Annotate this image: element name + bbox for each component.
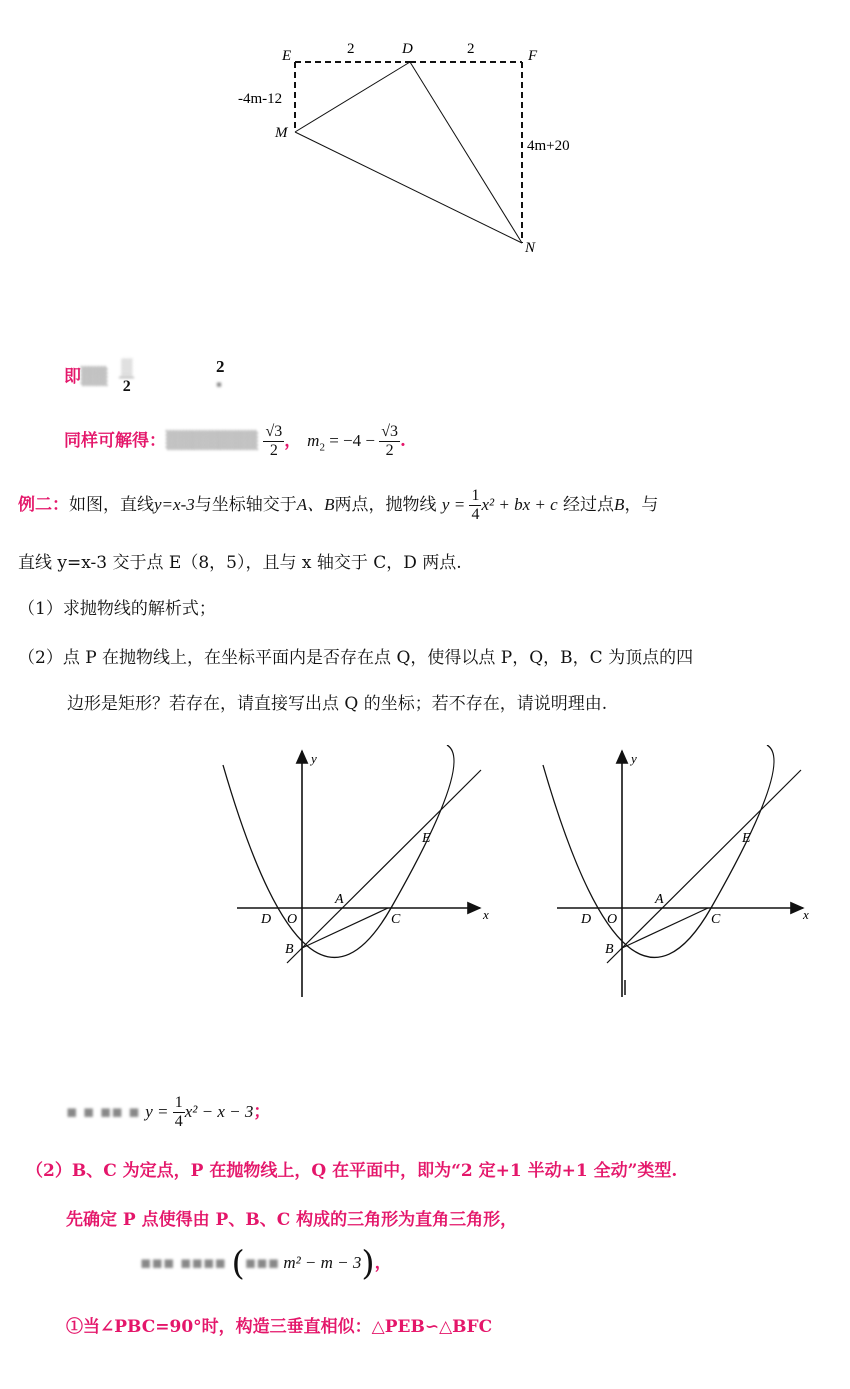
length-FN: 4m+20 xyxy=(527,138,570,154)
label-y: y xyxy=(311,751,317,766)
frac-num: 1 xyxy=(471,487,480,504)
m2-mid: = −4 − xyxy=(324,431,380,450)
label-D: D xyxy=(261,912,272,927)
example2-line1 xyxy=(18,488,658,523)
m2-den: 2 xyxy=(385,442,394,459)
line-eq: y=x-3 xyxy=(154,495,195,514)
text: 两点，抛物线 xyxy=(334,495,437,515)
same-solution-line: 同样可解得：▒▒▒▒▒▒▒ $\frac{√3}{2}$ ， $m_2 = -4$ − $\frac{√3}{2}$ . xyxy=(64,423,406,459)
line-BC xyxy=(302,908,388,948)
label-A: A xyxy=(655,892,664,907)
parabola xyxy=(543,745,774,957)
parabola-y: y = xyxy=(441,495,470,514)
frac-den: 4 xyxy=(471,506,480,523)
point-B: B xyxy=(614,495,625,514)
m2-sub: 2 xyxy=(319,441,325,454)
length-ED: 2 xyxy=(347,41,355,57)
solution-line-partial: 即▒▒ $\frac{▒}{2}$ xyxy=(64,359,133,395)
end: . xyxy=(399,431,406,451)
length-DF: 2 xyxy=(467,41,475,57)
eq-end: ； xyxy=(253,1102,271,1122)
m2-lhs: m xyxy=(307,431,320,450)
parabola-rest: x² + bx + c xyxy=(481,495,558,514)
text: 如图，直线 xyxy=(69,495,154,515)
example2-tag: 例二： xyxy=(18,495,69,515)
figure-rectangle-triangle xyxy=(220,30,600,265)
frac-den: 2 xyxy=(122,378,131,395)
label-O: O xyxy=(607,912,618,927)
answer-p5: ①当∠PBC=90°时，构造三垂直相似：△PEB∽△BFC xyxy=(66,1317,493,1337)
label-y: y xyxy=(631,751,637,766)
same-prefix: 同样可解得： xyxy=(64,431,166,451)
graph-left xyxy=(215,745,505,1000)
points-AB: A、B xyxy=(296,495,335,514)
length-EM: -4m-12 xyxy=(238,91,283,107)
eq-y: y = xyxy=(145,1102,173,1121)
solution-prefix: 即 xyxy=(64,367,81,387)
label-C: C xyxy=(711,912,721,927)
m2-num: √3 xyxy=(381,423,398,440)
label-x: x xyxy=(803,907,809,922)
p4-end: ， xyxy=(374,1253,392,1273)
m1-den: 2 xyxy=(269,442,278,459)
label-N: N xyxy=(525,240,536,256)
label-D: D xyxy=(402,41,413,57)
label-E: E xyxy=(282,48,292,64)
label-M: M xyxy=(275,125,288,141)
segment-MD xyxy=(295,62,410,132)
label-B: B xyxy=(605,942,614,957)
label-D: D xyxy=(581,912,592,927)
line-BC xyxy=(622,908,708,948)
label-x: x xyxy=(483,907,489,922)
label-O: O xyxy=(287,912,298,927)
p4-expr: m² − m − 3 xyxy=(283,1253,362,1272)
eq-num: 1 xyxy=(174,1094,183,1111)
text: 与坐标轴交于 xyxy=(194,495,297,515)
example2-line2: 直线 y=x-3 交于点 E（8，5），且与 x 轴交于 C，D 两点. xyxy=(18,553,462,573)
eq-den: 4 xyxy=(174,1113,183,1130)
question-2-line1: （2）点 P 在抛物线上，在坐标平面内是否存在点 Q，使得以点 P，Q，B，C 为顶点的四 xyxy=(18,648,694,668)
answer-part2: （2）B、C 为定点，P 在抛物线上，Q 在平面中，即为“2 定+1 半动+1 全动”类型. xyxy=(26,1161,678,1181)
line-BE xyxy=(287,770,481,963)
sep: ， xyxy=(284,431,302,451)
parabola xyxy=(223,745,454,957)
question-1: （1）求抛物线的解析式； xyxy=(18,599,216,619)
line-BE xyxy=(607,770,801,963)
label-C: C xyxy=(391,912,401,927)
text: ，与 xyxy=(624,495,659,515)
answer-p4: ▪▪▪ ▪▪▪▪ (▪▪▪ m² − m − 3)， xyxy=(140,1243,392,1284)
label-E: E xyxy=(742,831,751,846)
label-F: F xyxy=(528,48,538,64)
question-2-line2: 边形是矩形？若存在，请直接写出点 Q 的坐标；若不存在，请说明理由. xyxy=(67,694,608,714)
eq-rest: x² − x − 3 xyxy=(184,1102,254,1121)
graph-right xyxy=(535,745,825,1000)
label-A: A xyxy=(335,892,344,907)
answer-p3: 先确定 P 点使得由 P、B、C 构成的三角形为直角三角形， xyxy=(66,1210,518,1230)
answer-equation: ▪ ▪ ▪▪ ▪ y = $\frac{1}{4}$ x² − x − 3； xyxy=(66,1094,271,1130)
label-B: B xyxy=(285,942,294,957)
blur-fraction-2: 2 ▪ xyxy=(216,357,225,394)
m1-num: √3 xyxy=(265,423,283,440)
label-E: E xyxy=(422,831,431,846)
text: 经过点 xyxy=(563,495,615,515)
